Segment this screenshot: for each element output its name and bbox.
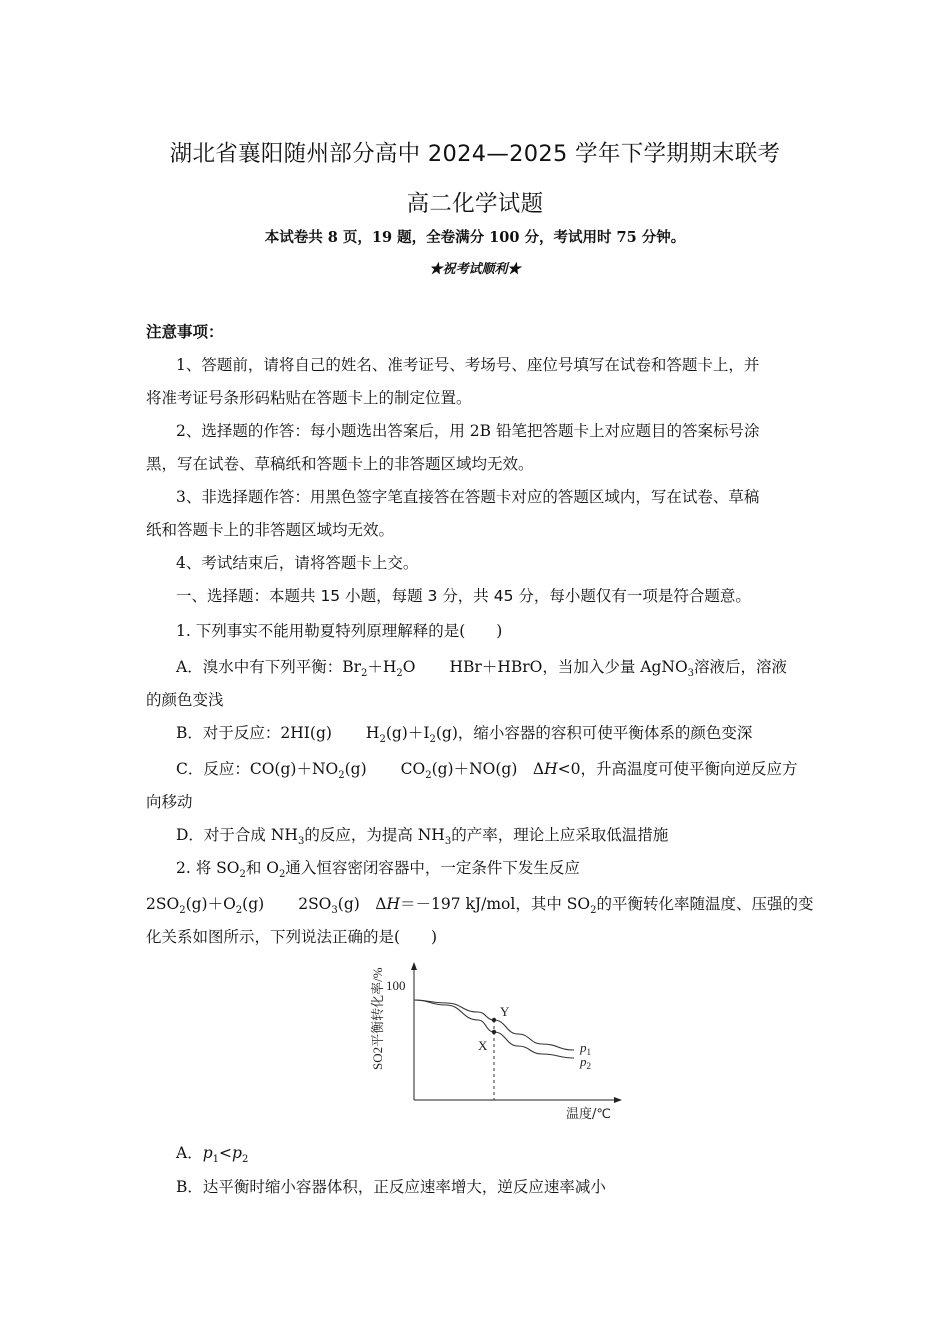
q2-equation: $2SO_2(g)+O_2(g)$ $2SO_3(g)$ ΔH＝－197 kJ/mol，其中 $SO_2$的平衡转化率随温度、压强的变: [146, 895, 814, 917]
y-tick-100: 100: [386, 978, 406, 993]
note-3: 3、非选择题作答：用黑色签字笔直接答在答题卡对应的答题区域内，写在试卷、草稿: [176, 488, 760, 506]
series-p1-label: $p_1$: [580, 1040, 591, 1057]
q2-option-b: B．达平衡时缩小容器体积，正反应速率增大，逆反应速率减小: [176, 1178, 606, 1196]
q1-option-c: C．反应：$CO(g)+NO_2(g)$ $CO_2(g)+NO(g)$ ΔH<0，升高温度可使平衡向逆反应方: [176, 760, 798, 782]
note-4: 4、考试结束后，请将答题卡上交。: [176, 554, 419, 572]
good-luck-line: ★祝考试顺利★: [429, 262, 521, 277]
section-prefix: 一、选择题：: [176, 587, 270, 605]
note-2-cont: 黑，写在试卷、草稿纸和答题卡上的非答题区域均无效。: [146, 455, 534, 473]
point-x: [492, 1030, 496, 1034]
series-p1-line: [414, 1000, 574, 1050]
q1-option-d: D．对于合成 $NH_3$的反应，为提高 $NH_3$的产率，理论上应采取低温措施: [176, 826, 669, 848]
note-2: 2、选择题的作答：每小题选出答案后，用 2B 铅笔把答题卡上对应题目的答案标号涂: [176, 422, 760, 440]
y-axis-arrow: [411, 962, 417, 970]
exam-info: 本试卷共 8 页，19 题，全卷满分 100 分，考试用时 75 分钟。: [264, 229, 686, 246]
q1-option-b: B．对于反应：2HI(g) $H_2(g)+I_2(g)$，缩小容器的容积可使平衡体系的颜色变深: [176, 724, 753, 746]
note-1: 1、答题前，请将自己的姓名、准考证号、考场号、座位号填写在试卷和答题卡上，并: [176, 356, 760, 374]
note-3-cont: 纸和答题卡上的非答题区域均无效。: [146, 521, 395, 539]
exam-subject-title: 高二化学试题: [406, 191, 544, 217]
note-1-cont: 将准考证号条形码粘贴在答题卡上的制定位置。: [146, 389, 472, 407]
section-text: 本题共 15 小题，每题 3 分，共 45 分，每小题仅有一项是符合题意。: [269, 587, 751, 605]
x-axis-arrow: [614, 1097, 622, 1103]
series-p2-label: $p_2$: [580, 1054, 591, 1071]
exam-title: 湖北省襄阳随州部分高中 2024—2025 学年下学期期末联考: [169, 141, 781, 167]
point-y-label: Y: [500, 1004, 510, 1019]
q1-option-a-cont: 的颜色变浅: [146, 691, 224, 709]
notes-heading: 注意事项：: [146, 322, 224, 341]
section-heading: [176, 584, 841, 606]
y-axis-label: SO2平衡转化率/%: [370, 967, 385, 1070]
point-x-label: X: [478, 1038, 488, 1053]
x-axis-label: 温度/℃: [566, 1107, 611, 1122]
so2-conversion-chart: [352, 960, 632, 1132]
q2-option-a: A．$p_1<p_2$: [176, 1144, 249, 1166]
point-y: [492, 1018, 496, 1022]
q1-stem: 1. 下列事实不能用勒夏特列原理解释的是( ): [176, 622, 503, 640]
q1-option-a: A．溴水中有下列平衡：$Br_2+H_2O$ HBr＋HBrO，当加入少量 AgNO$_3$溶液后，溶液: [176, 658, 788, 680]
q2-stem-cont: 化关系如图所示，下列说法正确的是( ): [146, 928, 438, 946]
q2-stem: 2. 将 $SO_2$和 $O_2$通入恒容密闭容器中，一定条件下发生反应: [176, 859, 580, 881]
q1-option-c-cont: 向移动: [146, 793, 193, 811]
